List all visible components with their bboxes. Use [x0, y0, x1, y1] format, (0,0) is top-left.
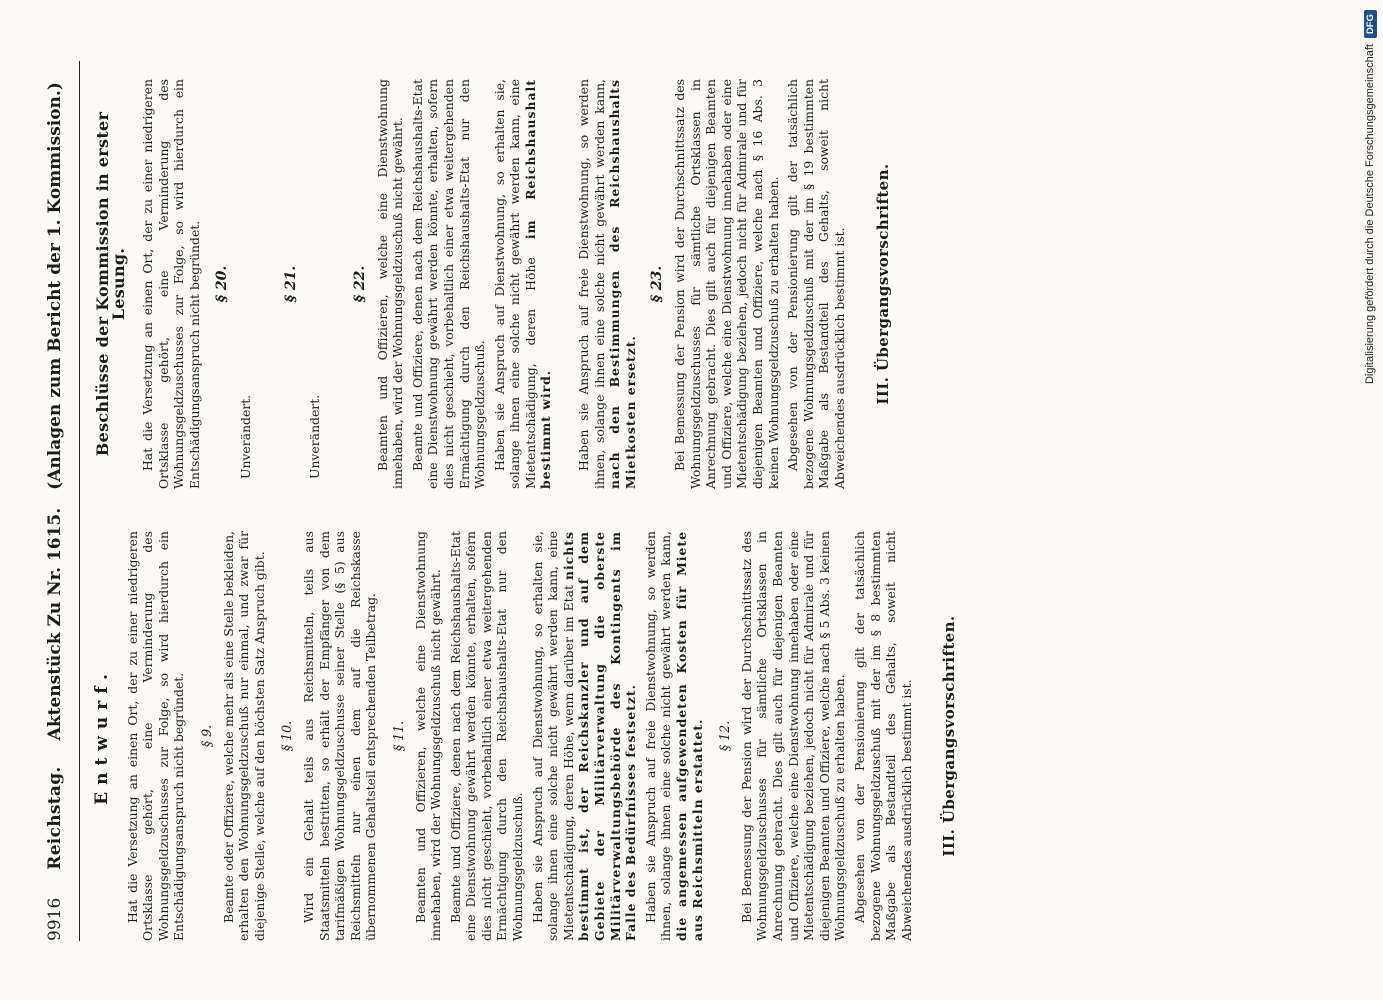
draft-paragraph	[530, 531, 639, 941]
running-header	[45, 61, 75, 941]
text-run: Haben sie Anspruch auf Dienstwohnung, so erhalten sie, solange ihnen eine solche nicht gewährt werden kann, eine Mietentschädigung, deren Höhe, wenn darüber im Etat	[529, 531, 576, 941]
parliament-name: Reichstag.	[45, 766, 65, 870]
draft-paragraph: Hat die Versetzung an einen Ort, der zu einer niedrigeren Ortsklasse gehört, eine Verminderung des Wohnungsgeldzuschusses zur Folge, so wird hierdurch ein Entschädigungsanspruch nicht begründet.	[124, 531, 187, 941]
emphasized-text: im Reichshaushalt bestimmt wird.	[522, 79, 554, 489]
section-heading: § 12.	[717, 720, 733, 752]
commission-paragraph: Beamten und Offizieren, welche eine Dienstwohnung innehaben, wird der Wohnungsgeldzuschuß nicht gewährt.	[374, 79, 406, 489]
draft-paragraph	[643, 531, 705, 941]
commission-paragraph: Beamte und Offiziere, denen nach dem Reichshaushalts-Etat eine Dienstwohnung gewährt werden könnte, erhalten, sofern dies nicht geschieht, vorbehaltlich einer etwa weitergehenden Ermächtigung durch den Reichshaushalts-Etat nur den Wohnungsgeldzuschuß.	[409, 79, 488, 489]
part-heading: III. Übergangsvorschriften.	[940, 615, 959, 857]
draft-title: Entwurf.	[92, 667, 112, 805]
text-run: Haben sie Anspruch auf freie Dienstwohnung, so werden ihnen, solange ihnen eine solche nicht gewährt werden kann,	[576, 79, 607, 489]
document-page	[45, 22, 1049, 980]
section-heading: § 22.	[351, 265, 368, 303]
section-heading: § 9.	[198, 724, 214, 748]
commission-title: Beschlüsse der Kommission in erster Lesung.	[93, 111, 128, 457]
text-run: Haben sie Anspruch auf Dienstwohnung, so erhalten sie, solange ihnen eine solche nicht gewährt werden kann, eine Mietentschädigung, deren Höhe	[491, 79, 538, 489]
commission-column	[89, 79, 891, 489]
section-heading: § 21.	[282, 265, 299, 303]
draft-column	[89, 531, 958, 941]
emphasized-text: die angemessen aufgewendeten Kosten für Miete aus Reichsmitteln erstattet.	[674, 531, 705, 941]
commission-paragraph: Abgesehen von der Pensionierung gilt der tatsächlich bezogene Wohnungsgeldzuschuß mit der im § 19 bestimmten Maßgabe als Bestandteil des Gehalts, soweit nicht Abweichendes ausdrücklich bestimmt ist.	[785, 79, 847, 489]
draft-paragraph: Beamte oder Offiziere, welche mehr als eine Stelle bekleiden, erhalten den Wohnungsgeldzuschuß nur einmal, und zwar für diejenige Stelle, welche auf den höchsten Satz Anspruch gibt.	[220, 531, 267, 941]
page-number: 9916	[45, 897, 65, 941]
funding-text: Digitalisierung gefördert durch die Deutsche Forschungsgemeinschaft	[1364, 44, 1376, 385]
draft-paragraph: Beamten und Offizieren, welche eine Dienstwohnung innehaben, wird der Wohnungsgeldzuschuß nicht gewährt.	[412, 531, 444, 941]
header-rule	[79, 61, 80, 941]
emphasized-text: nichts bestimmt ist, der Reichskanzler und auf dem Gebiete der Militärverwaltung die oberste Militärverwaltungsbehörde des Kontingents im Falle des Bedürfnisses festsetzt.	[560, 531, 639, 941]
commission-paragraph	[492, 79, 554, 489]
draft-paragraph: Beamte und Offiziere, denen nach dem Reichshaushalts-Etat eine Dienstwohnung gewährt werden könnte, erhalten, sofern dies nicht geschieht, vorbehaltlich einer etwa weitergehenden Ermächtigung durch den Reichshaushalts-Etat nur den Wohnungsgeldzuschuß.	[447, 531, 526, 941]
commission-paragraph: Hat die Versetzung an einen Ort, der zu einer niedrigeren Ortsklasse gehört, eine Verminderung des Wohnungsgeldzuschusses zur Folge, so wird hierdurch ein Entschädigungsanspruch nicht begründet.	[140, 79, 202, 489]
text-run: Haben sie Anspruch auf freie Dienstwohnung, so werden ihnen, solange ihnen eine solche nicht gewährt werden kann,	[642, 531, 674, 941]
unchanged-note: Unverändert.	[238, 394, 254, 479]
commission-paragraph: Bei Bemessung der Pension wird der Durchschnittssatz des Wohnungsgeldzuschusses für sämtliche Ortsklassen in Anrechnung gebracht. Dies gilt auch für diejenigen Beamten und Offiziere, welche eine Dienstwohnung innehaben oder eine Mietentschädigung beziehen, jedoch nicht für Admirale und für diejenigen Beamten und Offiziere, welche nach § 16 Abs. 3 keinen Wohnungsgeldzuschuß zu erhalten haben.	[672, 79, 781, 489]
section-heading: § 11.	[390, 720, 406, 752]
draft-paragraph: Abgesehen von der Pensionierung gilt der tatsächlich bezogene Wohnungsgeldzuschuß mit der im § 8 bestimmten Maßgabe als Bestandteil des Gehalts, soweit nicht Abweichendes ausdrücklich bestimmt ist.	[851, 531, 914, 941]
annex-note: (Anlagen zum Bericht der 1. Kommission.)	[45, 82, 65, 490]
document-reference: Aktenstück Zu Nr. 1615.	[45, 507, 65, 741]
section-heading: § 10.	[279, 720, 295, 752]
emphasized-text: nach den Bestimmungen des Reichshaushalts Mietkosten ersetzt.	[607, 79, 638, 489]
draft-paragraph: Wird ein Gehalt teils aus Reichsmitteln, teils aus Staatsmitteln bestritten, so erhält der Empfänger von dem tarifmäßigen Wohnungsgeldzuschusse seiner Stelle (§ 5) aus Reichsmitteln nur einen dem auf die Reichskasse übernommenen Gehaltsteil entsprechenden Teilbetrag.	[300, 531, 379, 941]
draft-paragraph: Bei Bemessung der Pension wird der Durchschnittssatz des Wohnungsgeldzuschusses für sämtliche Ortsklassen in Anrechnung gebracht. Dies gilt auch für diejenigen Beamten und Offiziere, welche eine Dienstwohnung innehaben oder eine Mietentschädigung beziehen, jedoch nicht für Admirale und für diejenigen Beamten und Offiziere, welche nach § 5 Abs. 3 keinen Wohnungsgeldzuschuß zu erhalten haben.	[738, 531, 848, 941]
commission-paragraph	[576, 79, 638, 489]
dfg-logo: DFG	[1364, 10, 1377, 38]
section-heading: § 20.	[213, 265, 230, 303]
funding-note	[1360, 10, 1380, 990]
unchanged-note: Unverändert.	[307, 394, 323, 479]
section-heading: § 23.	[649, 265, 666, 303]
rotated-content	[45, 61, 1049, 941]
part-heading: III. Übergangsvorschriften.	[873, 163, 892, 405]
